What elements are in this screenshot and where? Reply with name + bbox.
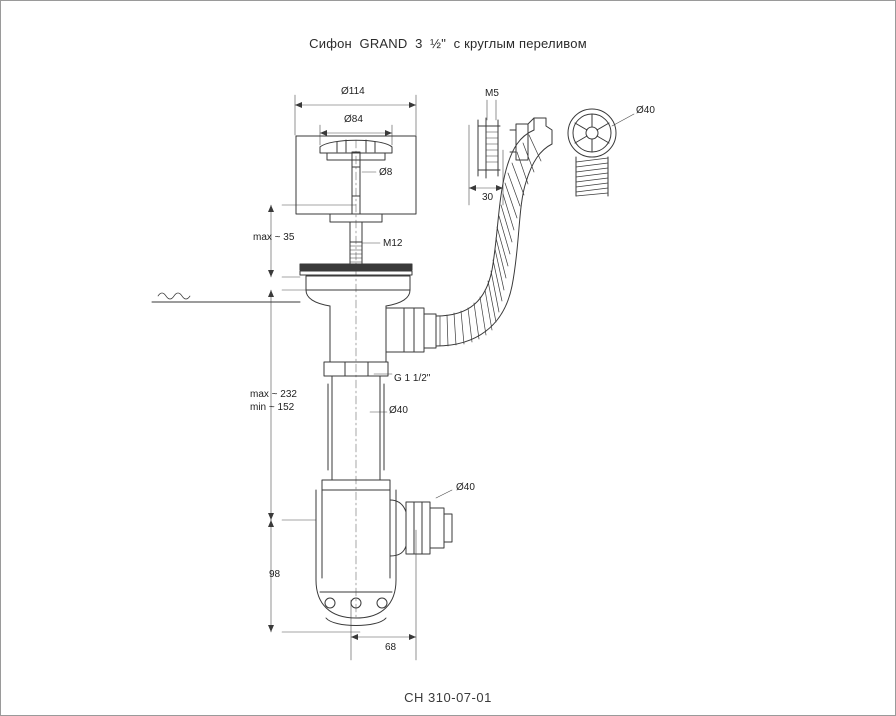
dim-label-98: 98 — [269, 569, 281, 580]
page-title: Сифон GRAND 3 ½" с круглым переливом — [309, 36, 587, 51]
dim-label-d40-top: Ø40 — [636, 105, 655, 116]
dim-label-d40-outlet: Ø40 — [456, 482, 475, 493]
dim-label-d114: Ø114 — [341, 86, 365, 97]
drawing-code: СН 310-07-01 — [404, 690, 492, 705]
dim-label-68: 68 — [385, 642, 397, 653]
dim-label-d40-pipe: Ø40 — [389, 405, 408, 416]
dim-label-m12: M12 — [383, 238, 403, 249]
dim-label-m5: M5 — [485, 88, 499, 99]
dim-label-d8: Ø8 — [379, 167, 393, 178]
dim-label-max232: max ~ 232 — [250, 389, 297, 400]
dim-label-max35: max ~ 35 — [253, 232, 295, 243]
dim-label-30: 30 — [482, 192, 494, 203]
dim-label-g112: G 1 1/2" — [394, 373, 431, 384]
dim-label-d84: Ø84 — [344, 114, 363, 125]
dim-label-min152: min ~ 152 — [250, 402, 295, 413]
